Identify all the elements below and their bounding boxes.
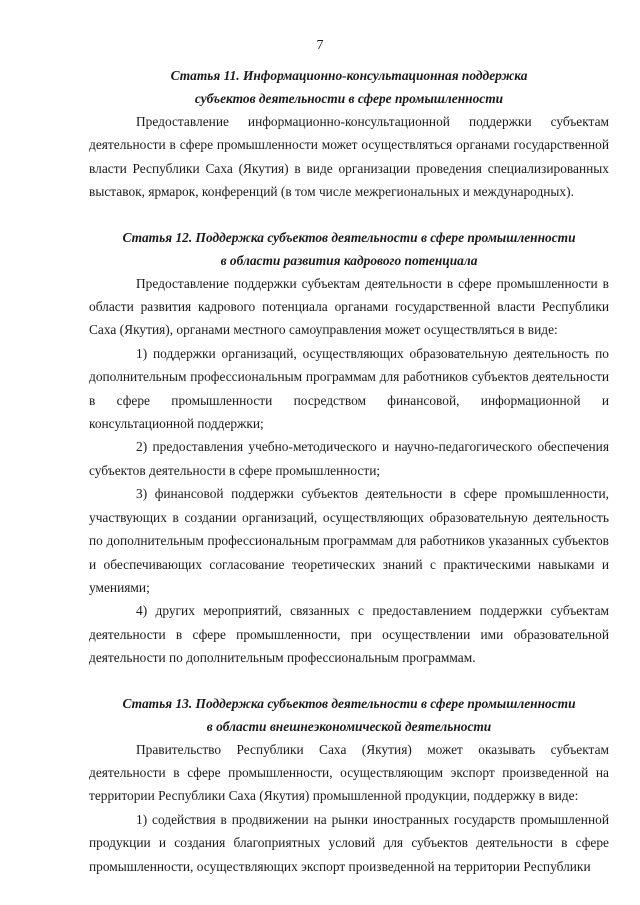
article-12-heading-line-1: Статья 12. Поддержка субъектов деятельности в сфере промышленности (122, 229, 576, 245)
document-body (89, 64, 609, 878)
article-13-heading-line-2: в области внешнеэкономической деятельности (206, 718, 492, 734)
article-11-paragraph-1: Предоставление информационно-консультационной поддержки субъектам деятельности в сфере промышленности может осуществляться органами государственной власти Республики Саха (Якутия) в виде организации проведения специализированных выставок, ярмарок, конференций (в том числе межрегиональных и международных). (89, 114, 609, 200)
article-13-paragraph-intro: Правительство Республики Саха (Якутия) может оказывать субъектам деятельности в сфере промышленности, осуществляющим экспорт произведенной на территории Республики Саха (Якутия) промышленной продукции, поддержку в виде: (89, 741, 609, 804)
article-12-item-3: 3) финансовой поддержки субъектов деятельности в сфере промышленности, участвующих в создании организаций, осуществляющих образовательную деятельность по дополнительным профессиональным программам для работников указанных субъектов и обеспечивающих согласование теоретических знаний с практическими навыками и умениями; (89, 486, 609, 595)
article-12-item-1: 1) поддержки организаций, осуществляющих образовательную деятельность по дополнительным профессиональным программам для работников субъектов деятельности в сфере промышленности посредством финансовой, информационной и консультационной поддержки; (89, 345, 609, 432)
article-13-heading (89, 692, 609, 738)
article-12-paragraph-intro: Предоставление поддержки субъектам деятельности в сфере промышленности в области развития кадрового потенциала органами государственной власти Республики Саха (Якутия), органами местного самоуправления может осуществляться в виде: (89, 275, 609, 338)
article-12-heading (89, 226, 609, 272)
article-12-heading-line-2: в области развития кадрового потенциала (220, 252, 478, 268)
article-11-heading (89, 64, 609, 110)
article-11-heading-line-2: субъектов деятельности в сфере промышленности (194, 91, 504, 106)
article-13-item-1: 1) содействия в продвижении на рынки иностранных государств промышленной продукции и создания благоприятных условий для субъектов деятельности в сфере промышленности, осуществляющих экспорт произведенной на территории Республики (89, 811, 609, 874)
page-number: 7 (316, 38, 324, 53)
article-12-item-4: 4) других мероприятий, связанных с предоставлением поддержки субъектам деятельности в сфере промышленности, при осуществлении ими образовательной деятельности по дополнительным профессиональным программам. (89, 603, 609, 666)
article-13-heading-line-1: Статья 13. Поддержка субъектов деятельности в сфере промышленности (122, 695, 576, 711)
article-11-heading-line-1: Статья 11. Информационно-консультационная поддержка (170, 68, 528, 83)
article-12-item-2: 2) предоставления учебно-методического и научно-педагогического обеспечения субъектов деятельности в сфере промышленности; (89, 439, 609, 478)
